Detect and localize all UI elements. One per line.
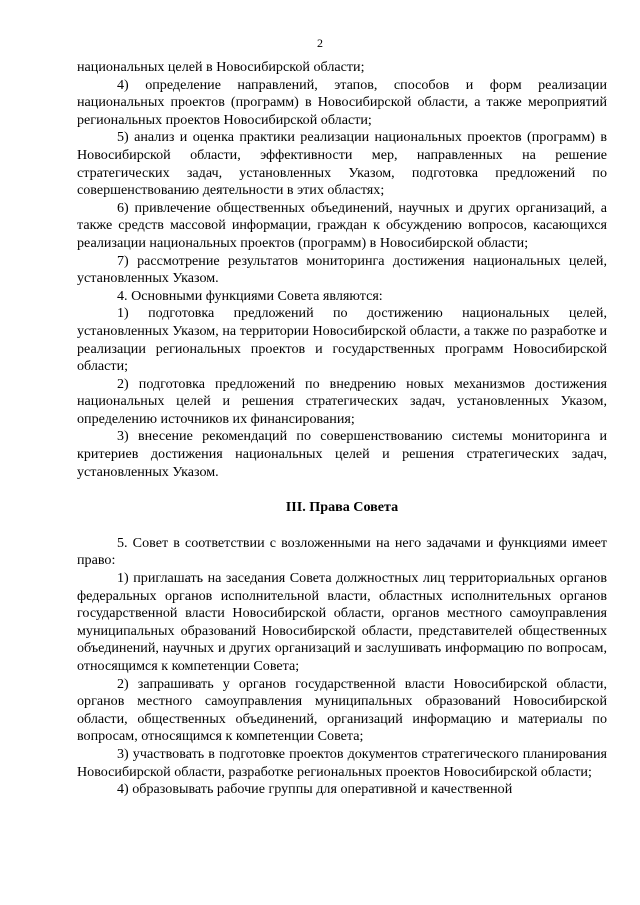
paragraph: 5. Совет в соответствии с возложенными на него задачами и функциями имеет право: [77, 534, 607, 569]
paragraph: 3) внесение рекомендаций по совершенствованию системы мониторинга и критериев достижения национальных целей и решения стратегических задач, установленных Указом. [77, 428, 607, 480]
section-heading: III. Права Совета [285, 499, 399, 516]
paragraph: национальных целей в Новосибирской области; [77, 59, 365, 75]
paragraph: 6) привлечение общественных объединений, научных и других организаций, а также средств массовой информации, граждан к обсуждению вопросов, касающихся реализации национальных проектов (программ) в Новосибирской области; [77, 199, 607, 251]
paragraph: 4) определение направлений, этапов, способов и форм реализации национальных проектов (программ) в Новосибирской области, а также мероприятий региональных проектов Новосибирской области; [77, 76, 607, 128]
paragraph: 4. Основными функциями Совета являются: [117, 287, 383, 304]
paragraph: 7) рассмотрение результатов мониторинга достижения национальных целей, установленных Указом. [77, 252, 607, 287]
paragraph: 1) приглашать на заседания Совета должностных лиц территориальных органов федеральных органов исполнительной власти, областных исполнительных органов государственной власти Новосибирской области, органов местного самоуправления муниципальных образований Новосибирской области, представителей общественных объединений, научных и других организаций и заслушивать информацию по вопросам, относящимся к компетенции Совета; [77, 570, 607, 674]
page-number: 2 [317, 36, 323, 50]
paragraph: 3) участвовать в подготовке проектов документов стратегического планирования Новосибирской области, разработке региональных проектов Новосибирской области; [77, 745, 607, 780]
paragraph: 2) запрашивать у органов государственной власти Новосибирской области, органов местного самоуправления муниципальных образований Новосибирской области, общественных объединений, организаций информацию и материалы по вопросам, относящимся к компетенции Совета; [77, 675, 607, 745]
paragraph: 2) подготовка предложений по внедрению новых механизмов достижения национальных целей и решения стратегических задач, установленных Указом, определению источников их финансирования; [77, 375, 607, 427]
paragraph: 4) образовывать рабочие группы для оперативной и качественной [117, 781, 513, 798]
paragraph: 5) анализ и оценка практики реализации национальных проектов (программ) в Новосибирской области, эффективности мер, направленных на решение стратегических задач, установленных Указом, подготовка предложений по совершенствованию деятельности в этих областях; [77, 129, 607, 199]
paragraph: 1) подготовка предложений по достижению национальных целей, установленных Указом, на территории Новосибирской области, а также по разработке и реализации региональных проектов и государственных программ Новосибирской области; [77, 305, 607, 375]
document-body [77, 59, 607, 799]
